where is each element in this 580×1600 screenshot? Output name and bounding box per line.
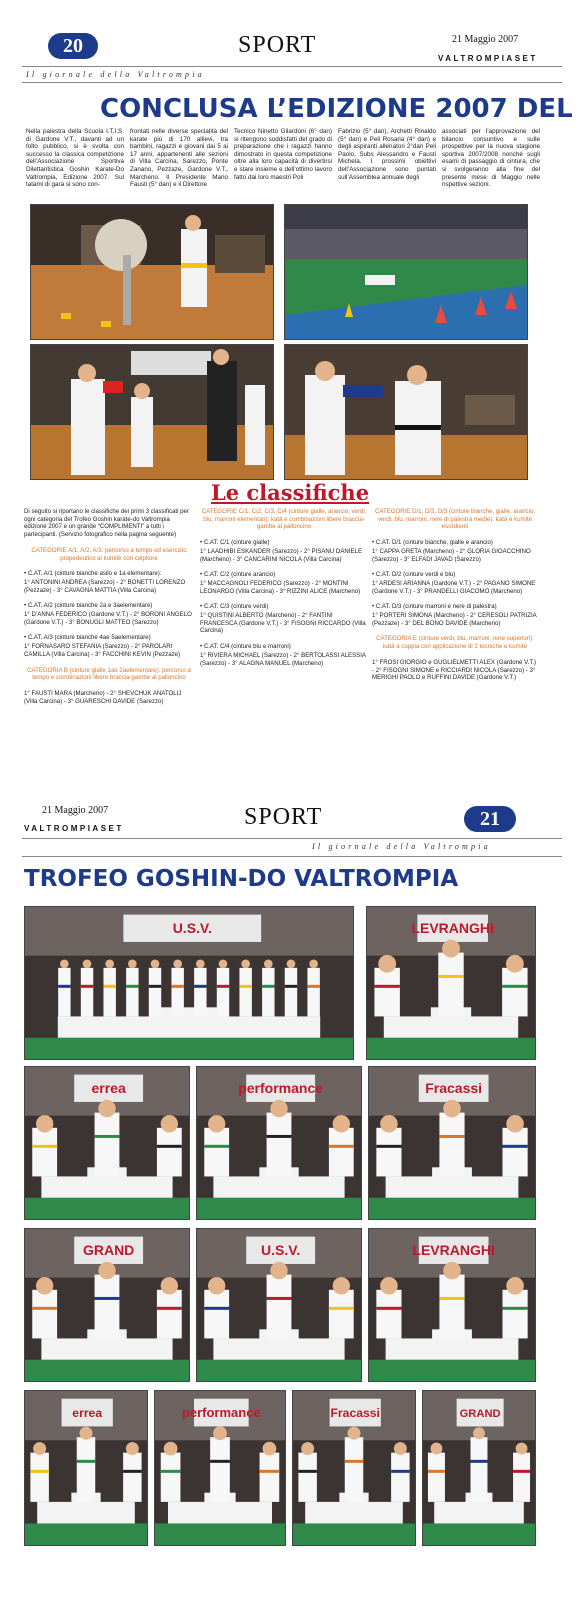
brand-name-p21: VALTROMPIASET [24, 824, 124, 833]
classifiche-column-3 [372, 508, 538, 690]
svg-text:LEVRANGHI: LEVRANGHI [412, 1241, 495, 1258]
svg-text:U.S.V.: U.S.V. [172, 919, 212, 936]
photo-kumite [284, 344, 528, 480]
cat-c1-results: 1° LAADHIBI ESKANDER (Sarezzo) - 2° PISANU DANIELE (Marcheno) - 3° CANCARINI NICOLA (Villa Carcina) [200, 547, 363, 563]
header-rule-p21 [22, 838, 562, 839]
cat-d3-label: • C.AT. D/3 (cinture marroni e nere di palestra) [372, 603, 497, 611]
article-column-4: Fabrizio (5° dan), Archetti Rinaldo (5° dan) e Peli Rosaria (4° dan) e degli aspiranti allenatori 2°dan Peli Paolo, Subs Alessandro e Fausti Michela. I prossimi obiettivi dell’Associazione sono puntati sull’Assemblea annuale degli [338, 128, 436, 181]
cat-a3-label: • C.AT. A/3 (cinture bianche 4ae 5aelementare) [24, 634, 151, 642]
header-rule-p21-2 [22, 856, 562, 857]
header-rule [22, 66, 562, 67]
svg-text:errea: errea [72, 1406, 103, 1421]
page21-headline: TROFEO GOSHIN-DO VALTROMPIA [24, 866, 459, 892]
cat-d2-label: • C.AT. D/2 (cinture verdi e blu) [372, 571, 456, 579]
section-title: SPORT [238, 32, 317, 58]
cat-d1-results: 1° CAPPA GRETA (Marcheno) - 2° GLORIA GIOACCHINO (Sarezzo) - 3° ELFADI JAVAD (Sarezzo) [372, 547, 531, 563]
category-c-heading: CATEGORIE C/1, C/2, C/3, C/4 (cinture gialle, arancio, verdi, blu, marroni elementari): katà e combinazioni libere braccia-gambe al palloncino [201, 508, 367, 531]
issue-date-p21: 21 Maggio 2007 [42, 805, 109, 816]
article-column-1: Nella palestra della Scuola I.T.I.S. di Gardone V.T., davanti ad un folto pubblico, si è svolta con successo la classica competizione dell’Associazione Sportiva Dilettantistica Goshin Karate-Do Valtrompia, Edizione 2007. Sul tatami di gara si sono con- [26, 128, 124, 189]
podium-photo [24, 1390, 148, 1546]
section-title-p21: SPORT [244, 804, 323, 830]
header-rule-2 [22, 82, 562, 83]
cat-c4-label: • C.AT. C/4 (cinture blu e marroni) [200, 643, 291, 651]
category-a-heading: CATEGORIE A/1, A/2, A/3: percorso a tempo ed esercizio propedeutico al kumitè con colpitore [31, 546, 187, 562]
podium-photo [368, 1228, 536, 1382]
cat-c3-label: • C.AT. C/3 (cinture verdi) [200, 603, 269, 611]
svg-text:errea: errea [91, 1079, 126, 1096]
classifiche-column-2 [200, 508, 368, 675]
cat-d1-label: • C.AT. D/1 (cinture bianche, gialle e arancio) [372, 539, 493, 547]
page-number: 20 [48, 33, 98, 59]
podium-photo [196, 1228, 362, 1382]
classifiche-column-1 [24, 508, 194, 713]
cat-a3-results: 1° FORNASARO STEFANIA (Sarezzo) - 2° PAROLARI CAMILLA (Villa Carcina) - 3° FACCHINI KEVIN (Pezzaze) [24, 643, 181, 658]
podium-photo [24, 906, 354, 1060]
cat-a2-results: 1° D’ANNA FEDERICO (Gardone V.T.) - 2° BORONI ANGELO (Gardone V.T.) - 3° BONUGLI MATTEO (Sarezzo) [24, 611, 192, 626]
cat-d3-results: 1° PORTERI SIMONA (Marcheno) - 2° CERESOLI PATRIZIA (Pezzaze) - 3° DEL BONO DAVIDE (Marcheno) [372, 612, 537, 627]
cat-c1-label: • C.AT. C/1 (cinture gialle) [200, 539, 270, 547]
podium-photo [368, 1066, 536, 1220]
header-tagline: Il giornale della Valtrompia [26, 70, 205, 79]
svg-text:performance: performance [238, 1079, 324, 1096]
issue-date: 21 Maggio 2007 [452, 34, 519, 45]
photo-colpitore [30, 344, 274, 480]
svg-text:GRAND: GRAND [459, 1408, 501, 1421]
cat-c2-results: 1° MACCAGNOLI FEDERICO (Sarezzo) - 2° MONTINI LEONARDO (Villa Carcina) - 3° RIZZINI ALICE (Marcheno) [200, 579, 361, 595]
article-column-2: frontati nelle diverse specialità del karate più di 170 allievi, tra bambini, ragazzi e giovani dai 5 ai 17 anni, appartenenti alle sezioni di Villa Carcina, Sarezzo, Ponte Zanano, Pezzaze, Gardone V.T., Marcheno. Il Presidente Mario Fausti (5° dan) e il Direttore [130, 128, 228, 189]
cat-c4-results: 1° RIVIERA MICHAEL (Sarezzo) - 2° BERTOLASSI ALESSIA (Sarezzo) - 3° ALAGNA MANUEL (Marcheno) [200, 651, 366, 667]
cat-b-results: 1° FAUSTI MARA (Marcheno) - 2° SHEVCHUK ANATOLIJ (Villa Carcina) - 3° GUARESCHI DAVIDE (Sarezzo) [24, 689, 182, 705]
podium-photo [24, 1228, 190, 1382]
svg-text:U.S.V.: U.S.V. [261, 1241, 301, 1258]
cat-e-results: 1° FROSI GIORGIO e GUGLIELMETTI ALEX (Gardone V.T.) - 2° FISOGNI SIMONE e RICCIARDI NICOLA (Sarezzo) - 3° MERIGHI PAOLO e RUFFINI DAVIDE (Gardone V.T.) [372, 658, 537, 682]
article-column-5: associati per l’approvazione del bilancio consuntivo e sulle prospettive per la nuova stagione sportiva 2007/2008 nonché sugli esami di passaggio di cintura, che si svolgeranno alla fine del presente mese di Maggio nelle rispettive sezioni. [442, 128, 540, 189]
podium-photo [24, 1066, 190, 1220]
svg-text:LEVRANGHI: LEVRANGHI [411, 919, 494, 936]
podium-photo [366, 906, 536, 1060]
svg-text:performance: performance [181, 1405, 261, 1421]
category-e-heading: CATEGORIA E (cinture verdi, blu, marroni, nere superiori): katà a coppia con applicazione di 2 tecniche e kumitè [376, 635, 534, 651]
brand-name: VALTROMPIASET [438, 54, 538, 63]
podium-photo [154, 1390, 286, 1546]
photo-kata-palloncino [30, 204, 274, 340]
article-column-3: Tecnico Ninetto Gilardoni (6° dan) si ritengono soddisfatti del grado di preparazione che i ragazzi hanno dimostrato in questa competizione oltre alla loro capacità di divertirsi e stare insieme e dell’ottimo lavoro fatto dai loro maestri Poli [234, 128, 332, 181]
classifiche-intro: Di seguito si riportano le classifiche dei primi 3 classificati per ogni categoria del Trofeo Goshin karate-do Valtrompia edizione 2007 e un grande “COMPLIMENTI” a tutti i partecipanti. (Servizio fotografico nella pagina seguente) [24, 508, 189, 539]
cat-c3-results: 1° QUISTINI ALBERTO (Marcheno) - 2° FANTINI FRANCESCA (Gardone V.T.) - 3° FISOGNI RICCARDO (Villa Carcina) [200, 612, 366, 635]
svg-text:Fracassi: Fracassi [330, 1406, 380, 1421]
header-tagline-p21: Il giornale della Valtrompia [312, 842, 491, 851]
category-b-heading: CATEGORIA B (cinture gialle 1ae 2aelementare): percorso a tempo e combinazioni libere braccia-gambe al palloncino [27, 666, 191, 682]
page-number-p21: 21 [464, 806, 516, 832]
cat-a1-label: • C.AT. A/1 (cinture bianche asilo e 1a elementare): [24, 570, 162, 578]
svg-text:Fracassi: Fracassi [425, 1079, 483, 1096]
podium-photo [292, 1390, 416, 1546]
cat-c2-label: • C.AT. C/2 (cinture arancio) [200, 571, 276, 579]
category-d-heading: CATEGORIE D/1, D/2, D/3 (cinture bianche, gialle, arancio, verdi, blu, marroni, nere di palestra medie): katà e kumitè esordienti [374, 508, 536, 531]
classifiche-title: Le classifiche [210, 480, 370, 505]
photo-percorso [284, 204, 528, 340]
podium-photo [196, 1066, 362, 1220]
cat-a1-results: 1° ANTONINI ANDREA (Sarezzo) - 2° BONETTI LORENZO (Pezzaze) - 3° CAVAGNA MATTIA (Villa Carcina) [24, 578, 186, 594]
podium-photo [422, 1390, 536, 1546]
article-headline: CONCLUSA L’EDIZIONE 2007 DEL [100, 94, 573, 124]
cat-a2-label: • C.AT. A/2 (cinture bianche 2a e 3aelementare) [24, 602, 153, 610]
cat-d2-results: 1° ARDESI ARIANNA (Gardone V.T.) - 2° PAGANO SIMONE (Gardone V.T.) - 3° PRANDELLI GIACOMO (Marcheno) [372, 579, 536, 595]
svg-text:GRAND: GRAND [82, 1241, 135, 1258]
